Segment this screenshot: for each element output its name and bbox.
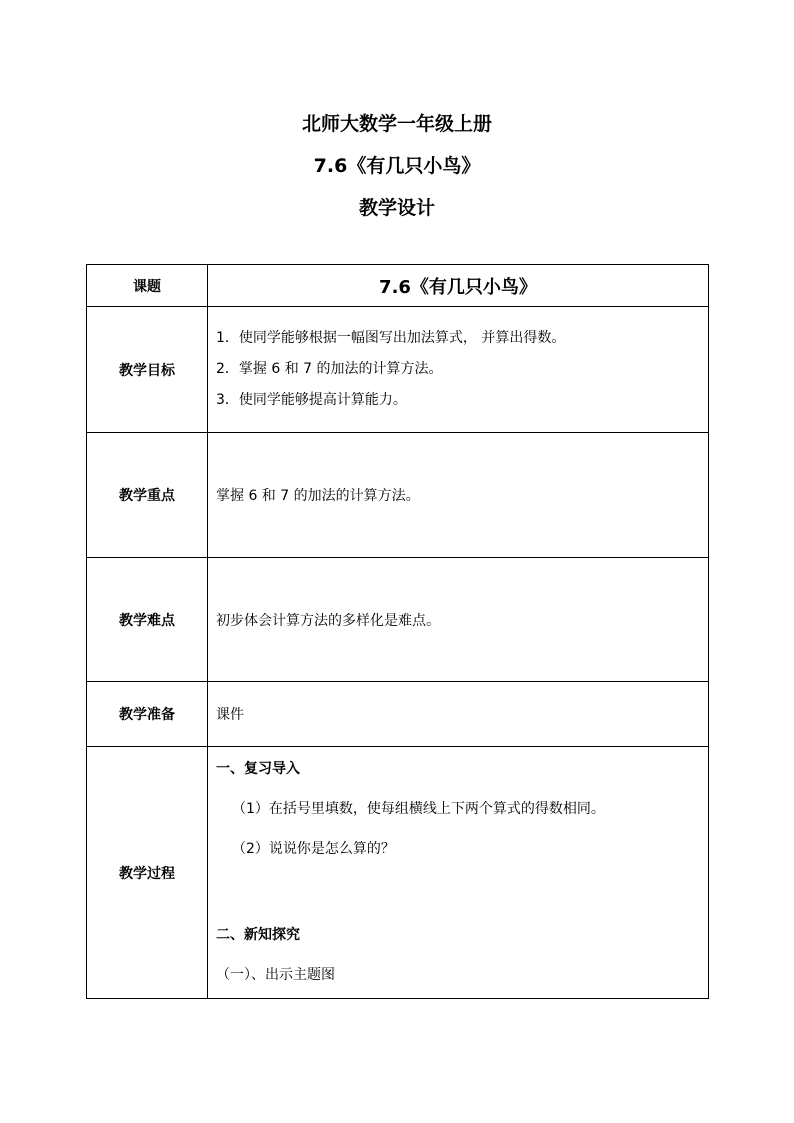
- value-difficulties: 初步体会计算方法的多样化是难点。: [208, 558, 709, 682]
- label-topic: 课题: [87, 265, 208, 307]
- topic-title: 7.6《有几只小鸟》: [379, 276, 537, 298]
- document-type: 教学设计: [358, 197, 435, 219]
- label-difficulties: 教学难点: [87, 558, 208, 682]
- process-step: （2）说说你是怎么算的？: [232, 841, 395, 857]
- objective-item: 1．使同学能够根据一幅图写出加法算式， 并算出得数。: [216, 330, 566, 346]
- textbook-title: 北师大数学一年级上册: [301, 113, 492, 135]
- objective-item: 2．掌握 6 和 7 的加法的计算方法。: [216, 361, 443, 377]
- row-process: [87, 747, 709, 999]
- process-step: （一）、出示主题图: [216, 967, 335, 983]
- label-key-points: 教学重点: [87, 433, 208, 558]
- row-difficulties: [87, 558, 709, 682]
- process-section-review: 一、复习导入: [216, 761, 300, 777]
- value-process: [208, 747, 709, 999]
- row-topic: [87, 265, 709, 307]
- value-objectives: [208, 307, 709, 433]
- label-objectives: 教学目标: [87, 307, 208, 433]
- row-objectives: [87, 307, 709, 433]
- lesson-title: 7.6《有几只小鸟》: [313, 155, 481, 177]
- label-preparation: 教学准备: [87, 682, 208, 747]
- label-process: 教学过程: [87, 747, 208, 999]
- lesson-plan-table: [86, 264, 709, 999]
- row-preparation: [87, 682, 709, 747]
- value-topic: [208, 265, 709, 307]
- document-header: [0, 103, 794, 229]
- value-preparation: 课件: [208, 682, 709, 747]
- row-key-points: [87, 433, 709, 558]
- value-key-points: 掌握 6 和 7 的加法的计算方法。: [208, 433, 709, 558]
- objective-item: 3．使同学能够提高计算能力。: [216, 392, 407, 408]
- process-step: （1）在括号里填数，使每组横线上下两个算式的得数相同。: [232, 801, 605, 817]
- process-section-explore: 二、新知探究: [216, 927, 300, 943]
